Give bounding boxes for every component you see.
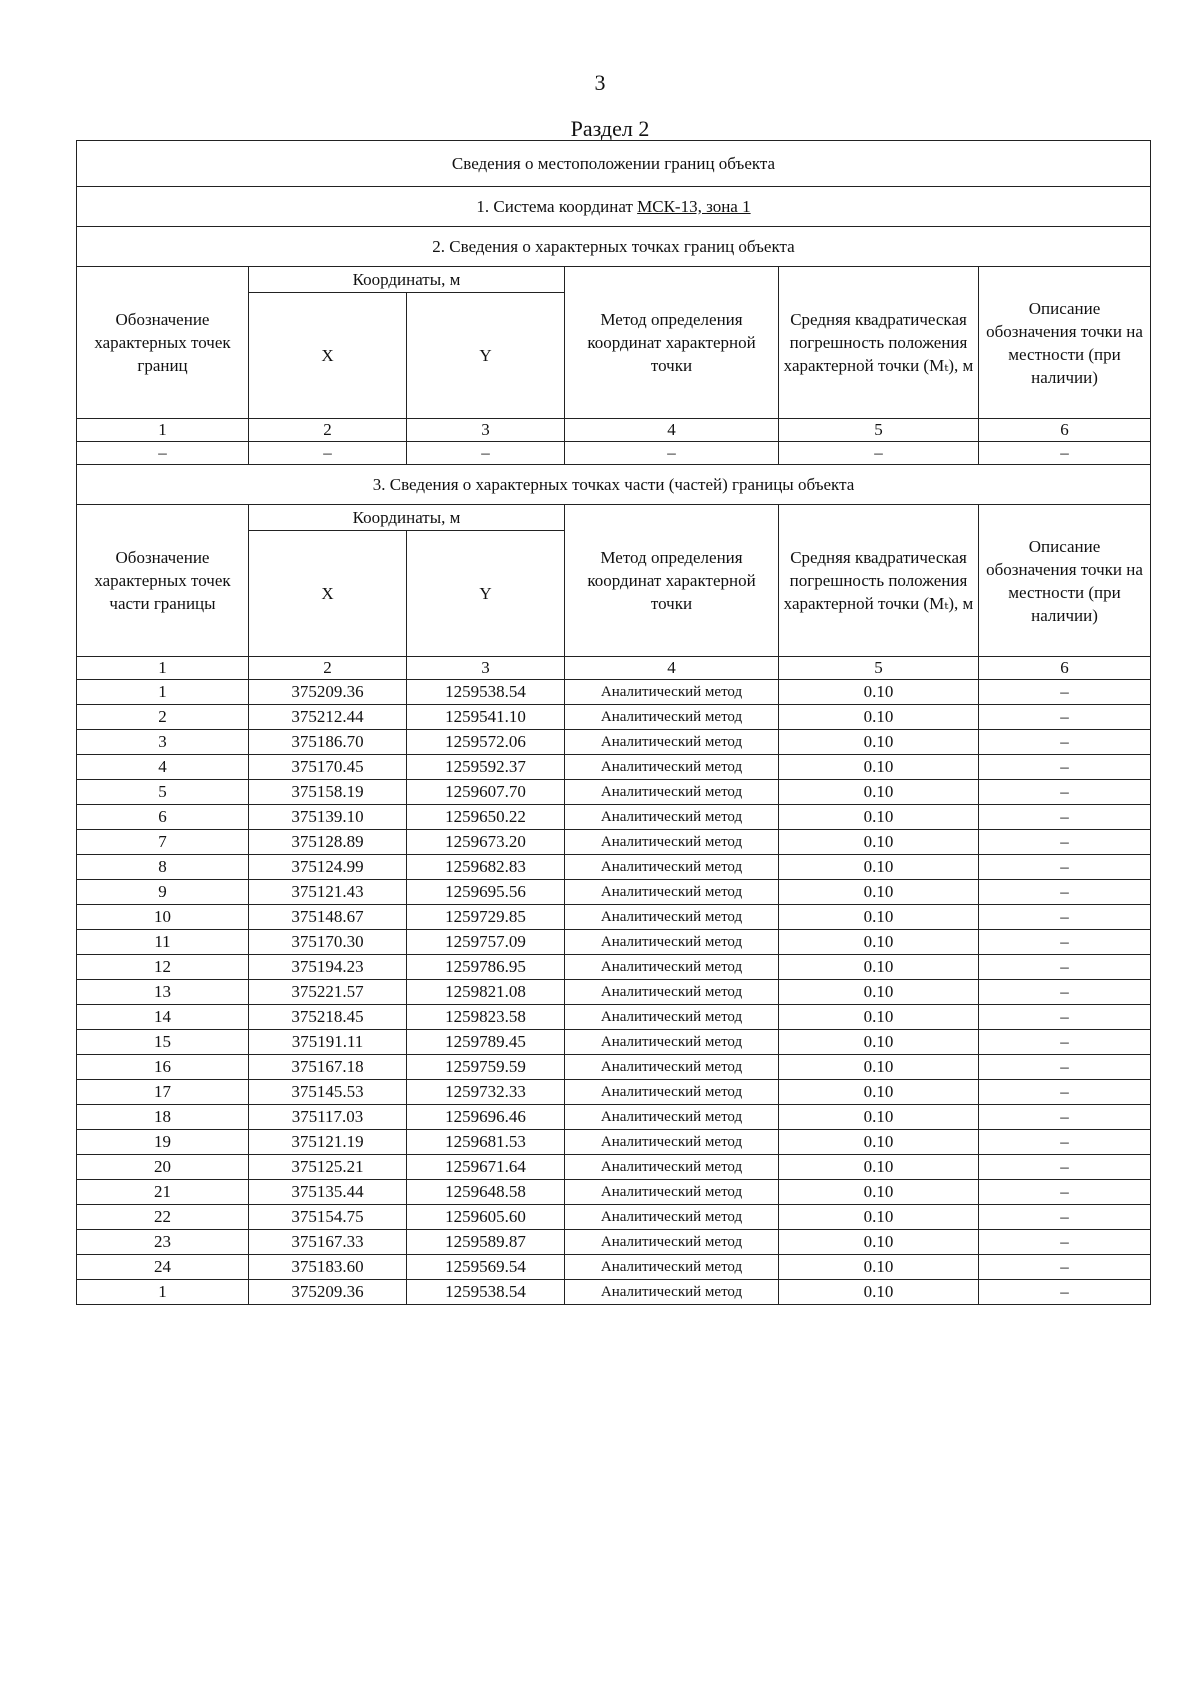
error-value: 0.10 (779, 780, 979, 805)
method: Аналитический метод (565, 1005, 779, 1030)
coord-x: 375125.21 (249, 1155, 407, 1180)
error-value: 0.10 (779, 830, 979, 855)
table-row (77, 780, 1151, 805)
method: Аналитический метод (565, 905, 779, 930)
method: Аналитический метод (565, 855, 779, 880)
point-number: 12 (77, 955, 249, 980)
description: – (979, 1255, 1151, 1280)
description: – (979, 880, 1151, 905)
error-value: 0.10 (779, 1005, 979, 1030)
s3-header-method: Метод определения координат характерной точки (565, 505, 779, 657)
coord-x: 375170.30 (249, 930, 407, 955)
coord-y: 1259682.83 (407, 855, 565, 880)
error-value: 0.10 (779, 1130, 979, 1155)
coord-x: 375135.44 (249, 1180, 407, 1205)
column-number: 3 (407, 657, 565, 680)
empty-cell: – (779, 442, 979, 465)
coord-y: 1259671.64 (407, 1155, 565, 1180)
coord-y: 1259607.70 (407, 780, 565, 805)
coord-x: 375121.19 (249, 1130, 407, 1155)
point-number: 19 (77, 1130, 249, 1155)
error-value: 0.10 (779, 755, 979, 780)
error-value: 0.10 (779, 980, 979, 1005)
coord-x: 375128.89 (249, 830, 407, 855)
coord-y: 1259695.56 (407, 880, 565, 905)
table-row (77, 1255, 1151, 1280)
coord-y: 1259759.59 (407, 1055, 565, 1080)
table-row (77, 1005, 1151, 1030)
description: – (979, 805, 1151, 830)
point-number: 6 (77, 805, 249, 830)
point-number: 1 (77, 1280, 249, 1305)
table-row (77, 855, 1151, 880)
section3-title: 3. Сведения о характерных точках части (частей) границы объекта (77, 465, 1151, 505)
error-value: 0.10 (779, 855, 979, 880)
description: – (979, 855, 1151, 880)
method: Аналитический метод (565, 880, 779, 905)
point-number: 3 (77, 730, 249, 755)
method: Аналитический метод (565, 930, 779, 955)
coord-y: 1259538.54 (407, 680, 565, 705)
error-value: 0.10 (779, 705, 979, 730)
description: – (979, 1055, 1151, 1080)
error-value: 0.10 (779, 1180, 979, 1205)
table-row (77, 680, 1151, 705)
coord-system-label: 1. Система координат (476, 197, 638, 216)
s2-header-method: Метод определения координат характерной точки (565, 267, 779, 419)
table-row (77, 1155, 1151, 1180)
s3-column-numbers (77, 657, 1151, 680)
point-number: 4 (77, 755, 249, 780)
error-value: 0.10 (779, 905, 979, 930)
s3-header-x: X (249, 531, 407, 657)
method: Аналитический метод (565, 805, 779, 830)
s2-header-y: Y (407, 293, 565, 419)
method: Аналитический метод (565, 955, 779, 980)
column-number: 4 (565, 419, 779, 442)
method: Аналитический метод (565, 980, 779, 1005)
error-value: 0.10 (779, 1055, 979, 1080)
s3-header-error: Средняя квадратическая погрешность положения характерной точки (Mₜ), м (779, 505, 979, 657)
coord-y: 1259572.06 (407, 730, 565, 755)
coord-x: 375148.67 (249, 905, 407, 930)
coord-x: 375221.57 (249, 980, 407, 1005)
description: – (979, 955, 1151, 980)
column-number: 6 (979, 657, 1151, 680)
point-number: 20 (77, 1155, 249, 1180)
table-row (77, 955, 1151, 980)
method: Аналитический метод (565, 1180, 779, 1205)
empty-cell: – (249, 442, 407, 465)
description: – (979, 930, 1151, 955)
s3-header-designation: Обозначение характерных точек части границы (77, 505, 249, 657)
s3-header-description: Описание обозначения точки на местности (при наличии) (979, 505, 1151, 657)
method: Аналитический метод (565, 1105, 779, 1130)
table-row (77, 1080, 1151, 1105)
column-number: 1 (77, 419, 249, 442)
table-row (77, 1230, 1151, 1255)
column-number: 1 (77, 657, 249, 680)
coord-y: 1259648.58 (407, 1180, 565, 1205)
point-number: 18 (77, 1105, 249, 1130)
error-value: 0.10 (779, 1255, 979, 1280)
section2-title: 2. Сведения о характерных точках границ объекта (77, 227, 1151, 267)
method: Аналитический метод (565, 1055, 779, 1080)
table-row (77, 1055, 1151, 1080)
column-number: 4 (565, 657, 779, 680)
table-row (77, 1130, 1151, 1155)
description: – (979, 780, 1151, 805)
coord-x: 375117.03 (249, 1105, 407, 1130)
point-number: 17 (77, 1080, 249, 1105)
table-row (77, 1180, 1151, 1205)
s2-header-x: X (249, 293, 407, 419)
table-title: Сведения о местоположении границ объекта (77, 141, 1151, 187)
error-value: 0.10 (779, 1080, 979, 1105)
coord-x: 375209.36 (249, 680, 407, 705)
method: Аналитический метод (565, 730, 779, 755)
error-value: 0.10 (779, 1230, 979, 1255)
coord-y: 1259605.60 (407, 1205, 565, 1230)
method: Аналитический метод (565, 1130, 779, 1155)
description: – (979, 980, 1151, 1005)
error-value: 0.10 (779, 805, 979, 830)
description: – (979, 830, 1151, 855)
method: Аналитический метод (565, 680, 779, 705)
point-number: 24 (77, 1255, 249, 1280)
coord-x: 375191.11 (249, 1030, 407, 1055)
coord-y: 1259821.08 (407, 980, 565, 1005)
coord-y: 1259789.45 (407, 1030, 565, 1055)
coord-x: 375139.10 (249, 805, 407, 830)
description: – (979, 1030, 1151, 1055)
method: Аналитический метод (565, 1080, 779, 1105)
column-number: 2 (249, 419, 407, 442)
error-value: 0.10 (779, 1155, 979, 1180)
method: Аналитический метод (565, 755, 779, 780)
table-row (77, 1105, 1151, 1130)
point-number: 11 (77, 930, 249, 955)
coord-x: 375158.19 (249, 780, 407, 805)
error-value: 0.10 (779, 680, 979, 705)
point-number: 5 (77, 780, 249, 805)
coord-y: 1259673.20 (407, 830, 565, 855)
s2-header-description: Описание обозначения точки на местности (при наличии) (979, 267, 1151, 419)
table-row (77, 755, 1151, 780)
coord-x: 375170.45 (249, 755, 407, 780)
s2-column-numbers (77, 419, 1151, 442)
column-number: 6 (979, 419, 1151, 442)
description: – (979, 1155, 1151, 1180)
coord-y: 1259823.58 (407, 1005, 565, 1030)
method: Аналитический метод (565, 1255, 779, 1280)
coord-x: 375209.36 (249, 1280, 407, 1305)
point-number: 14 (77, 1005, 249, 1030)
method: Аналитический метод (565, 705, 779, 730)
column-number: 5 (779, 657, 979, 680)
table-row (77, 830, 1151, 855)
point-number: 22 (77, 1205, 249, 1230)
description: – (979, 680, 1151, 705)
description: – (979, 1280, 1151, 1305)
table-row (77, 805, 1151, 830)
coord-system-row (77, 187, 1151, 227)
method: Аналитический метод (565, 1205, 779, 1230)
point-number: 13 (77, 980, 249, 1005)
empty-cell: – (77, 442, 249, 465)
s2-header-error: Средняя квадратическая погрешность положения характерной точки (Mₜ), м (779, 267, 979, 419)
coord-y: 1259569.54 (407, 1255, 565, 1280)
coord-x: 375124.99 (249, 855, 407, 880)
error-value: 0.10 (779, 955, 979, 980)
coord-x: 375212.44 (249, 705, 407, 730)
description: – (979, 705, 1151, 730)
description: – (979, 1130, 1151, 1155)
error-value: 0.10 (779, 730, 979, 755)
coord-y: 1259681.53 (407, 1130, 565, 1155)
column-number: 2 (249, 657, 407, 680)
s2-empty-row (77, 442, 1151, 465)
empty-cell: – (407, 442, 565, 465)
table-row (77, 705, 1151, 730)
page-number: 3 (594, 70, 606, 95)
coord-system-value: МСК-13, зона 1 (637, 197, 751, 216)
point-number: 10 (77, 905, 249, 930)
column-number: 5 (779, 419, 979, 442)
s2-header-coords: Координаты, м (249, 267, 565, 293)
error-value: 0.10 (779, 1280, 979, 1305)
method: Аналитический метод (565, 780, 779, 805)
table-row (77, 930, 1151, 955)
table-row (77, 905, 1151, 930)
coord-y: 1259592.37 (407, 755, 565, 780)
coord-y: 1259732.33 (407, 1080, 565, 1105)
table-row (77, 880, 1151, 905)
point-number: 9 (77, 880, 249, 905)
error-value: 0.10 (779, 1030, 979, 1055)
error-value: 0.10 (779, 1105, 979, 1130)
description: – (979, 1080, 1151, 1105)
point-number: 21 (77, 1180, 249, 1205)
description: – (979, 1230, 1151, 1255)
method: Аналитический метод (565, 830, 779, 855)
table-row (77, 730, 1151, 755)
table-row (77, 980, 1151, 1005)
description: – (979, 1205, 1151, 1230)
coord-y: 1259538.54 (407, 1280, 565, 1305)
coord-x: 375154.75 (249, 1205, 407, 1230)
s3-header-y: Y (407, 531, 565, 657)
coord-y: 1259541.10 (407, 705, 565, 730)
description: – (979, 905, 1151, 930)
point-number: 2 (77, 705, 249, 730)
description: – (979, 1180, 1151, 1205)
point-number: 16 (77, 1055, 249, 1080)
method: Аналитический метод (565, 1280, 779, 1305)
description: – (979, 755, 1151, 780)
coord-x: 375121.43 (249, 880, 407, 905)
point-number: 7 (77, 830, 249, 855)
coord-y: 1259786.95 (407, 955, 565, 980)
method: Аналитический метод (565, 1030, 779, 1055)
coord-y: 1259696.46 (407, 1105, 565, 1130)
column-number: 3 (407, 419, 565, 442)
table-row (77, 1205, 1151, 1230)
point-number: 1 (77, 680, 249, 705)
point-number: 15 (77, 1030, 249, 1055)
empty-cell: – (979, 442, 1151, 465)
error-value: 0.10 (779, 930, 979, 955)
s2-header-designation: Обозначение характерных точек границ (77, 267, 249, 419)
coord-x: 375167.33 (249, 1230, 407, 1255)
empty-cell: – (565, 442, 779, 465)
coord-y: 1259650.22 (407, 805, 565, 830)
method: Аналитический метод (565, 1155, 779, 1180)
coord-x: 375167.18 (249, 1055, 407, 1080)
table-row (77, 1030, 1151, 1055)
boundary-table (76, 140, 1151, 1305)
coord-y: 1259729.85 (407, 905, 565, 930)
point-number: 23 (77, 1230, 249, 1255)
description: – (979, 1005, 1151, 1030)
error-value: 0.10 (779, 880, 979, 905)
section-title: Раздел 2 (570, 116, 650, 141)
coord-y: 1259589.87 (407, 1230, 565, 1255)
description: – (979, 1105, 1151, 1130)
description: – (979, 730, 1151, 755)
coord-x: 375183.60 (249, 1255, 407, 1280)
error-value: 0.10 (779, 1205, 979, 1230)
coord-x: 375194.23 (249, 955, 407, 980)
coord-x: 375145.53 (249, 1080, 407, 1105)
table-row (77, 1280, 1151, 1305)
point-number: 8 (77, 855, 249, 880)
coord-x: 375186.70 (249, 730, 407, 755)
method: Аналитический метод (565, 1230, 779, 1255)
s3-header-coords: Координаты, м (249, 505, 565, 531)
coord-y: 1259757.09 (407, 930, 565, 955)
coord-x: 375218.45 (249, 1005, 407, 1030)
